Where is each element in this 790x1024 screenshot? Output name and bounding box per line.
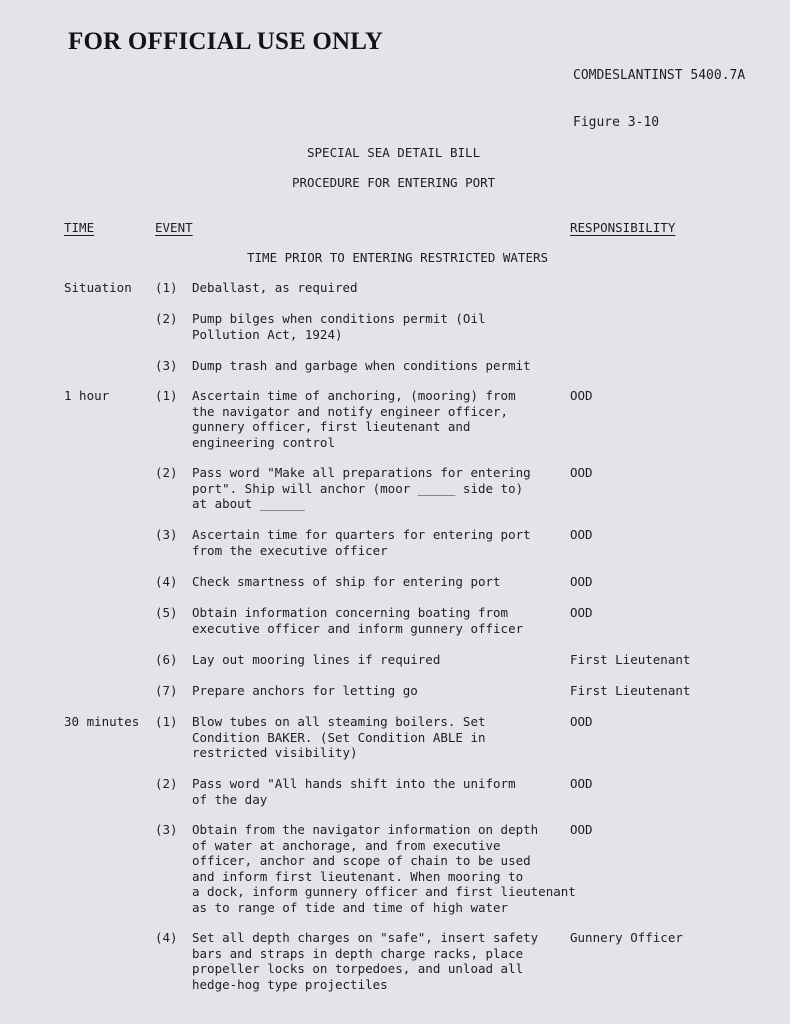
row-event-text: Dump trash and garbage when conditions permit: [192, 358, 531, 373]
row-number: (2): [155, 465, 178, 480]
row-number: (4): [155, 930, 178, 945]
row-number: (1): [155, 714, 178, 729]
row-time: 30 minutes: [64, 714, 140, 729]
column-header-time: TIME: [64, 220, 95, 235]
row-event-text: Set all depth charges on "safe", insert safety bars and straps in depth charge racks, place propeller locks on torpedoes, and unload all hedge-hog type projectiles: [192, 930, 539, 992]
row-number: (3): [155, 822, 178, 837]
row-responsibility: OOD: [570, 605, 593, 620]
row-event-text: Check smartness of ship for entering port: [192, 574, 501, 589]
row-responsibility: First Lieutenant: [570, 683, 691, 698]
row-event-text: Lay out mooring lines if required: [192, 652, 441, 667]
row-responsibility: OOD: [570, 776, 593, 791]
row-number: (5): [155, 605, 178, 620]
row-time: Situation: [64, 280, 132, 295]
row-number: (2): [155, 776, 178, 791]
row-event-text: Obtain from the navigator information on depth of water at anchorage, and from executive officer, anchor and scope of chain to be used and inform first lieutenant. When mooring to a dock, inform gunnery officer and first lieutenant as to range of tide and time of high water: [192, 822, 576, 915]
figure-label: Figure 3-10: [573, 115, 660, 130]
row-number: (2): [155, 311, 178, 326]
row-event-text: Deballast, as required: [192, 280, 358, 295]
row-responsibility: OOD: [570, 527, 593, 542]
row-responsibility: Gunnery Officer: [570, 930, 683, 945]
row-event-text: Obtain information concerning boating from executive officer and inform gunnery officer: [192, 605, 524, 636]
row-event-text: Pass word "All hands shift into the uniform of the day: [192, 776, 516, 807]
row-event-text: Ascertain time for quarters for entering port from the executive officer: [192, 527, 531, 558]
row-responsibility: OOD: [570, 714, 593, 729]
section-title: TIME PRIOR TO ENTERING RESTRICTED WATERS: [247, 250, 549, 265]
row-responsibility: OOD: [570, 822, 593, 837]
column-header-event: EVENT: [155, 220, 193, 235]
classification-banner: FOR OFFICIAL USE ONLY: [68, 28, 384, 55]
row-event-text: Blow tubes on all steaming boilers. Set Condition BAKER. (Set Condition ABLE in restricted visibility): [192, 714, 486, 760]
row-time: 1 hour: [64, 388, 110, 403]
row-event-text: Ascertain time of anchoring, (mooring) from the navigator and notify engineer officer, gunnery officer, first lieutenant and engineering control: [192, 388, 516, 450]
row-number: (3): [155, 527, 178, 542]
row-responsibility: OOD: [570, 465, 593, 480]
column-header-responsibility: RESPONSIBILITY: [570, 220, 676, 235]
bill-title: SPECIAL SEA DETAIL BILL: [307, 145, 481, 160]
row-number: (1): [155, 388, 178, 403]
row-number: (1): [155, 280, 178, 295]
instruction-reference: COMDESLANTINST 5400.7A: [573, 68, 746, 83]
row-responsibility: OOD: [570, 574, 593, 589]
procedure-title: PROCEDURE FOR ENTERING PORT: [292, 175, 496, 190]
row-event-text: Pump bilges when conditions permit (Oil Pollution Act, 1924): [192, 311, 486, 342]
row-number: (6): [155, 652, 178, 667]
row-number: (3): [155, 358, 178, 373]
row-number: (7): [155, 683, 178, 698]
row-responsibility: First Lieutenant: [570, 652, 691, 667]
row-event-text: Pass word "Make all preparations for entering port". Ship will anchor (moor _____ side to) at about ______: [192, 465, 531, 511]
row-number: (4): [155, 574, 178, 589]
row-responsibility: OOD: [570, 388, 593, 403]
row-event-text: Prepare anchors for letting go: [192, 683, 418, 698]
